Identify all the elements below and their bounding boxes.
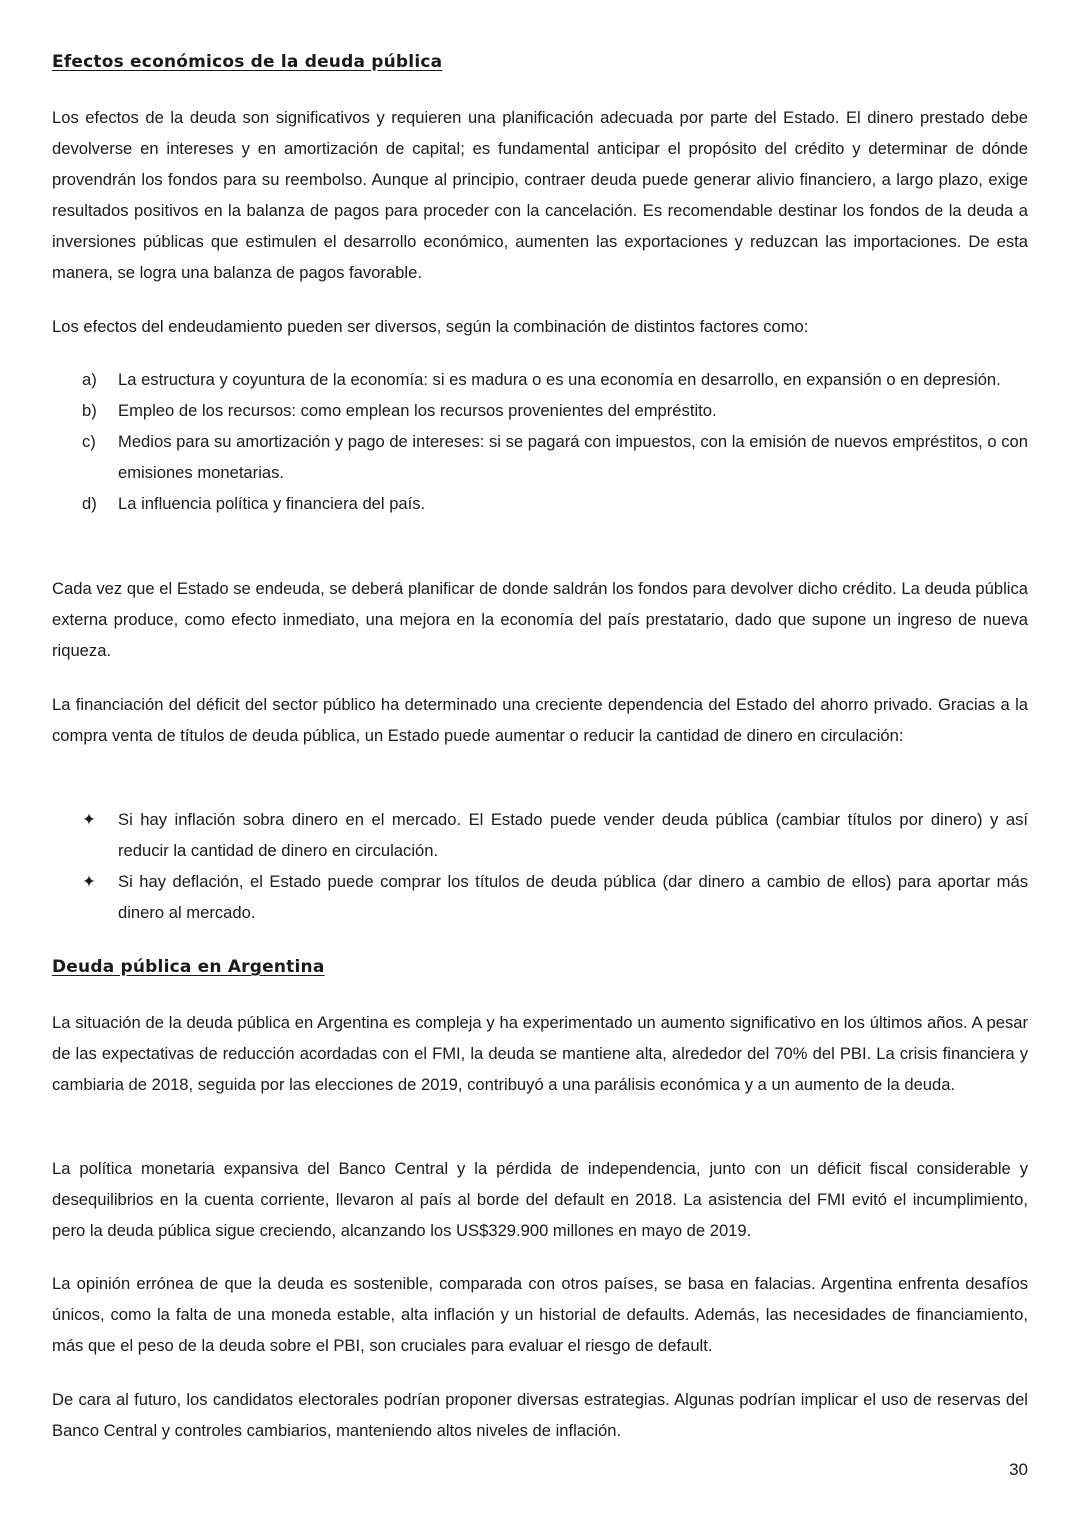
paragraph: La política monetaria expansiva del Banco Central y la pérdida de independencia, junto con un déficit fiscal considerable y desequilibrios en la cuenta corriente, llevaron al país al borde del default en 2018. La asistencia del FMI evitó el incumplimiento, pero la deuda pública sigue creciendo, alcanzando los US$329.900 millones en mayo de 2019. (52, 1159, 1028, 1240)
list-item (82, 395, 1028, 426)
list-item (82, 804, 1028, 866)
list-marker: c) (82, 432, 96, 451)
list-marker: d) (82, 494, 97, 513)
paragraph: Los efectos del endeudamiento pueden ser diversos, según la combinación de distintos factores como: (52, 317, 809, 336)
list-item-text: Empleo de los recursos: como emplean los recursos provenientes del empréstito. (118, 401, 717, 420)
list-marker: a) (82, 370, 97, 389)
list-item (82, 426, 1028, 488)
paragraph: La opinión errónea de que la deuda es sostenible, comparada con otros países, se basa en falacias. Argentina enfrenta desafíos únicos, como la falta de una moneda estable, alta inflación y un historial de defaults. Además, las necesidades de financiamiento, más que el peso de la deuda sobre el PBI, son cruciales para evaluar el riesgo de default. (52, 1274, 1028, 1355)
list-item-text: La estructura y coyuntura de la economía: si es madura o es una economía en desarrollo, en expansión o en depresión. (118, 370, 1001, 389)
factors-list (82, 364, 1028, 519)
page-number: 30 (1009, 1460, 1028, 1479)
bullet-list (82, 804, 1028, 928)
section-heading-argentina: Deuda pública en Argentina (52, 957, 325, 977)
star-bullet-icon: ✦ (82, 872, 96, 891)
star-bullet-icon: ✦ (82, 810, 96, 829)
list-marker: b) (82, 401, 97, 420)
list-item (82, 866, 1028, 928)
list-item-text: Si hay deflación, el Estado puede comprar los títulos de deuda pública (dar dinero a cambio de ellos) para aportar más dinero al mercado. (118, 872, 1028, 922)
list-item (82, 364, 1028, 395)
list-item (82, 488, 1028, 519)
paragraph: Los efectos de la deuda son significativos y requieren una planificación adecuada por parte del Estado. El dinero prestado debe devolverse en intereses y en amortización de capital; es fundamental anticipar el propósito del crédito y determinar de dónde provendrán los fondos para su reembolso. Aunque al principio, contraer deuda puede generar alivio financiero, a largo plazo, exige resultados positivos en la balanza de pagos para proceder con la cancelación. Es recomendable destinar los fondos de la deuda a inversiones públicas que estimulen el desarrollo económico, aumenten las exportaciones y reduzcan las importaciones. De esta manera, se logra una balanza de pagos favorable. (52, 108, 1028, 282)
section-heading-efectos: Efectos económicos de la deuda pública (52, 52, 443, 72)
list-item-text: Medios para su amortización y pago de intereses: si se pagará con impuestos, con la emisión de nuevos empréstitos, o con emisiones monetarias. (118, 432, 1028, 482)
list-item-text: Si hay inflación sobra dinero en el mercado. El Estado puede vender deuda pública (cambiar títulos por dinero) y así reducir la cantidad de dinero en circulación. (118, 810, 1028, 860)
paragraph: De cara al futuro, los candidatos electorales podrían proponer diversas estrategias. Algunas podrían implicar el uso de reservas del Banco Central y controles cambiarios, manteniendo altos niveles de inflación. (52, 1390, 1028, 1440)
paragraph: La financiación del déficit del sector público ha determinado una creciente dependencia del Estado del ahorro privado. Gracias a la compra venta de títulos de deuda pública, un Estado puede aumentar o reducir la cantidad de dinero en circulación: (52, 695, 1028, 745)
paragraph: La situación de la deuda pública en Argentina es compleja y ha experimentado un aumento significativo en los últimos años. A pesar de las expectativas de reducción acordadas con el FMI, la deuda se mantiene alta, alrededor del 70% del PBI. La crisis financiera y cambiaria de 2018, seguida por las elecciones de 2019, contribuyó a una parálisis económica y a un aumento de la deuda. (52, 1013, 1028, 1094)
list-item-text: La influencia política y financiera del país. (118, 494, 426, 513)
paragraph: Cada vez que el Estado se endeuda, se deberá planificar de donde saldrán los fondos para devolver dicho crédito. La deuda pública externa produce, como efecto inmediato, una mejora en la economía del país prestatario, dado que supone un ingreso de nueva riqueza. (52, 579, 1028, 660)
